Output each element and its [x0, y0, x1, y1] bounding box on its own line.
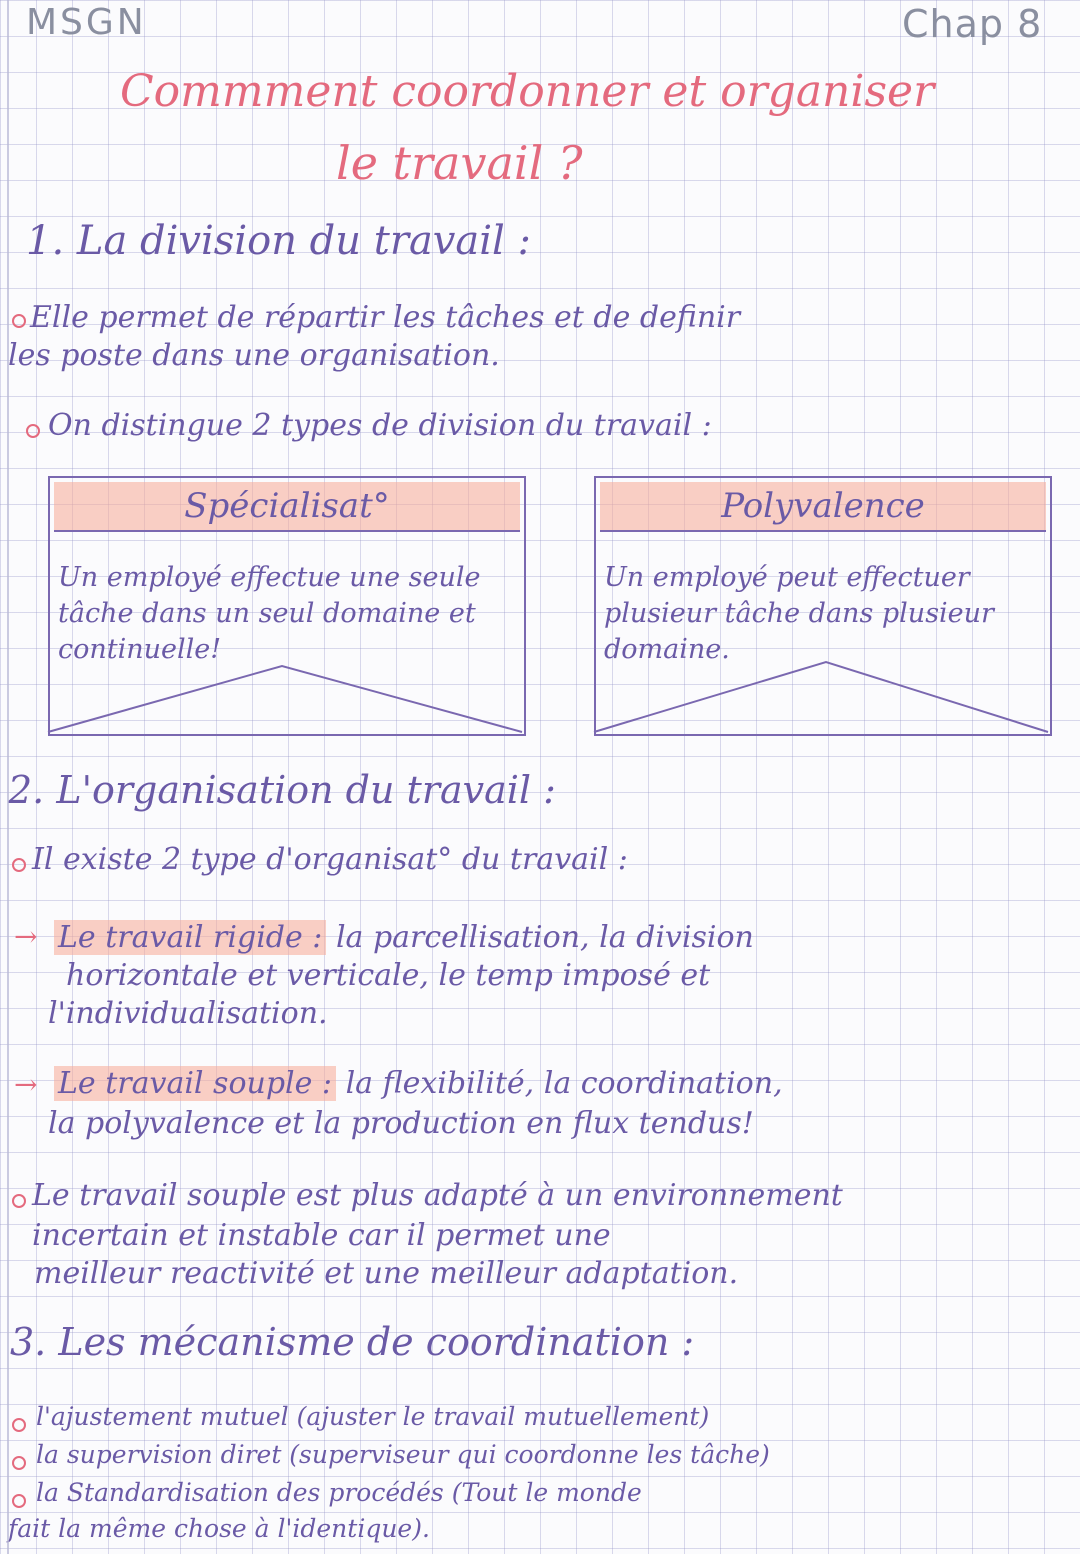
s3-item3-line2: fait la même chose à l'identique). — [8, 1514, 430, 1543]
rigide-label: Le travail rigide : — [54, 920, 326, 955]
section-3-heading: 3. Les mécanisme de coordination : — [10, 1320, 695, 1364]
s1-paragraph-line2: les poste dans une organisation. — [8, 338, 500, 373]
section-2-heading: 2. L'organisation du travail : — [8, 768, 556, 812]
section-1-heading: 1. La division du travail : — [26, 218, 532, 264]
box-specialisation-text: Un employé effectue une seule tâche dans un seul domaine et continuelle! — [58, 562, 481, 665]
conclusion-line1: Le travail souple est plus adapté à un environnement — [32, 1178, 843, 1213]
page-title-line1: Commment coordonner et organiser — [120, 66, 935, 117]
chapter-label: Chap 8 — [902, 2, 1043, 46]
s3-item2: la supervision diret (superviseur qui coordonne les tâche) — [36, 1440, 770, 1469]
s1-paragraph-line1: Elle permet de répartir les tâches et de definir — [30, 300, 741, 335]
s2-intro: Il existe 2 type d'organisat° du travail : — [32, 842, 628, 877]
arrow-icon: → — [14, 920, 38, 953]
souple-text-1: la flexibilité, la coordination, — [345, 1066, 783, 1101]
arrow-icon: → — [14, 1068, 38, 1101]
s1-types-intro: On distingue 2 types de division du travail : — [48, 408, 712, 443]
rigide-line3: l'individualisation. — [48, 996, 328, 1031]
box-specialisation-title: Spécialisat° — [54, 482, 520, 532]
s3-item1: l'ajustement mutuel (ajuster le travail mutuellement) — [36, 1402, 710, 1431]
box-polyvalence-title: Polyvalence — [600, 482, 1046, 532]
course-code: MSGN — [26, 2, 147, 43]
page-title-line2: le travail ? — [336, 136, 583, 190]
rigide-line2: horizontale et verticale, le temp imposé et — [66, 958, 711, 993]
conclusion-line3: meilleur reactivité et une meilleur adaptation. — [34, 1256, 739, 1291]
souple-line2: la polyvalence et la production en flux tendus! — [48, 1106, 754, 1141]
s3-item3-line1: la Standardisation des procédés (Tout le monde — [36, 1478, 642, 1507]
rigide-text-1: la parcellisation, la division — [335, 920, 754, 955]
conclusion-line2: incertain et instable car il permet une — [32, 1218, 611, 1253]
box-polyvalence-text: Un employé peut effectuer plusieur tâche dans plusieur domaine. — [604, 562, 994, 665]
souple-label: Le travail souple : — [54, 1066, 336, 1101]
